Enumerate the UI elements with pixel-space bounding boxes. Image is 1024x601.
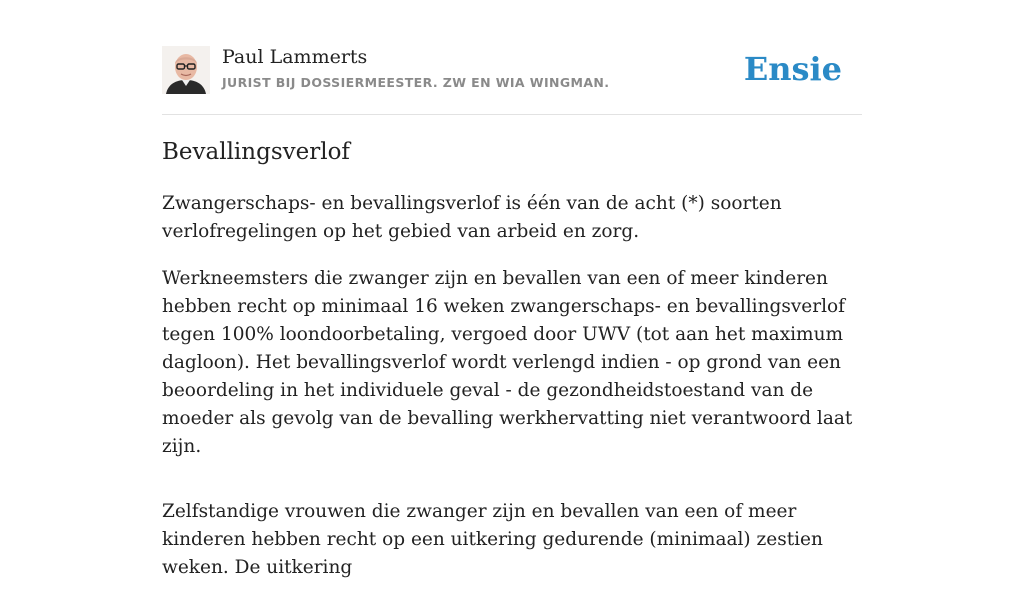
article xyxy=(162,134,862,601)
article-paragraph: Zwangerschaps- en bevallingsverlof is één van de acht (*) soorten verlofregelingen op het gebied van arbeid en zorg. xyxy=(162,193,782,242)
author-bio: JURIST BIJ DOSSIERMEESTER. ZW EN WIA WINGMAN. xyxy=(222,75,610,90)
person-avatar-icon xyxy=(162,46,210,94)
article-paragraph: Werkneemsters die zwanger zijn en bevallen van een of meer kinderen hebben recht op minimaal 16 weken zwangerschaps- en bevallingsverlof tegen 100% loondoorbetaling, vergoed door UWV (tot aan het maximum dagloon). Het bevallingsverlof wordt verlengd indien - op grond van een beoordeling in het individuele geval - de gezondheidstoestand van de moeder als gevolg van de bevalling werkhervatting niet verantwoord laat zijn. xyxy=(162,268,853,457)
author-header xyxy=(162,44,862,115)
article-title: Bevallingsverlof xyxy=(162,139,350,165)
article-paragraph: Zelfstandige vrouwen die zwanger zijn en bevallen van een of meer kinderen hebben recht op een uitkering gedurende (minimaal) zestien weken. De uitkering xyxy=(162,501,823,578)
author-avatar[interactable] xyxy=(162,46,210,94)
author-name[interactable]: Paul Lammerts xyxy=(222,46,368,68)
ensie-logo[interactable]: Ensie xyxy=(743,50,842,88)
